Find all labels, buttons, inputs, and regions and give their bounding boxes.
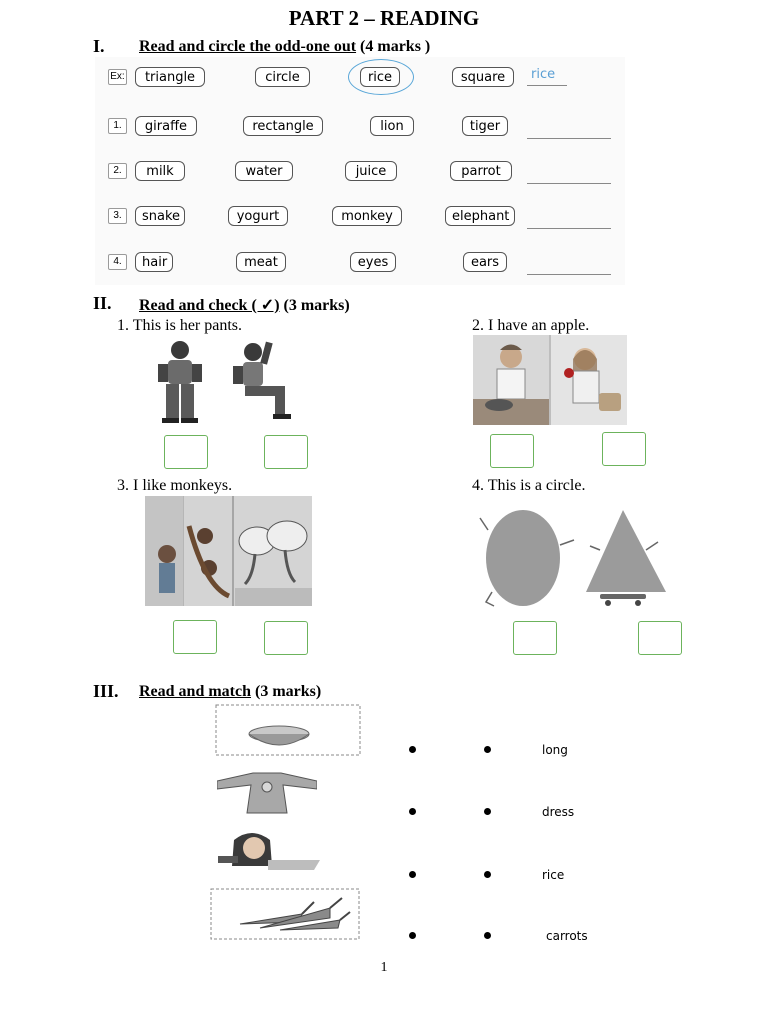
- check-box-1b[interactable]: [264, 435, 308, 469]
- section-3-title: Read and match: [139, 683, 252, 700]
- section-2-marks: (3 marks): [283, 297, 350, 314]
- odd-one-out-panel: [95, 57, 625, 285]
- question-2-text: 2. I have an apple.: [472, 317, 590, 334]
- word-chip[interactable]: rectangle: [243, 116, 323, 136]
- word-chip[interactable]: square: [452, 67, 514, 87]
- carrots-picture: [210, 888, 360, 940]
- word-chip[interactable]: meat: [236, 252, 286, 272]
- answer-line[interactable]: [527, 138, 611, 139]
- section-1-number: I.: [93, 36, 105, 56]
- word-chip[interactable]: triangle: [135, 67, 205, 87]
- example-answer: rice: [531, 67, 556, 82]
- word-chip[interactable]: eyes: [350, 252, 396, 272]
- section-2-heading: [139, 295, 350, 315]
- section-2-title: Read and check ( ✓): [139, 297, 280, 314]
- section-3-marks: (3 marks): [255, 683, 322, 700]
- match-dot-right-1[interactable]: [484, 746, 491, 753]
- section-3-heading: [139, 683, 321, 701]
- section-1-heading: [139, 38, 430, 56]
- check-box-3b[interactable]: [264, 621, 308, 655]
- word-chip[interactable]: monkey: [332, 206, 402, 226]
- word-chip[interactable]: milk: [135, 161, 185, 181]
- match-word-dress: dress: [542, 805, 575, 819]
- boy-and-girl-apple-picture: [473, 335, 627, 425]
- answer-line[interactable]: [527, 183, 611, 184]
- section-1-title: Read and circle the odd-one out: [139, 38, 357, 55]
- page-title: PART 2 – READING: [288, 6, 480, 30]
- match-word-carrots: carrots: [546, 929, 588, 943]
- word-row-3: [95, 202, 625, 232]
- answer-line[interactable]: [527, 228, 611, 229]
- word-chip[interactable]: snake: [135, 206, 185, 226]
- match-dot-left-4[interactable]: [409, 932, 416, 939]
- check-box-3a[interactable]: [173, 620, 217, 654]
- question-3-text: 3. I like monkeys.: [117, 477, 233, 494]
- word-chip[interactable]: circle: [255, 67, 310, 87]
- row-tag: 3.: [108, 208, 127, 224]
- match-dot-right-3[interactable]: [484, 871, 491, 878]
- word-row-2: [95, 157, 625, 187]
- section-2-number: II.: [93, 293, 112, 313]
- word-chip[interactable]: hair: [135, 252, 173, 272]
- question-1-text: 1. This is her pants.: [117, 317, 243, 334]
- word-row-4: [95, 248, 625, 278]
- check-box-4b[interactable]: [638, 621, 682, 655]
- dress-picture: [217, 765, 317, 815]
- match-dot-left-3[interactable]: [409, 871, 416, 878]
- match-word-long: long: [542, 743, 568, 757]
- match-dot-right-2[interactable]: [484, 808, 491, 815]
- word-chip[interactable]: elephant: [445, 206, 515, 226]
- match-word-rice: rice: [542, 868, 565, 882]
- word-chip[interactable]: tiger: [462, 116, 508, 136]
- girl-long-hair-picture: [214, 830, 320, 878]
- check-box-2b[interactable]: [602, 432, 646, 466]
- match-dot-right-4[interactable]: [484, 932, 491, 939]
- word-chip[interactable]: water: [235, 161, 293, 181]
- section-3-number: III.: [93, 681, 119, 701]
- page-number: 1: [380, 960, 388, 975]
- monkeys-elephants-picture: [145, 496, 312, 606]
- circle-and-triangle-picture: [478, 510, 668, 610]
- check-box-2a[interactable]: [490, 434, 534, 468]
- boy-sitting-picture: [225, 338, 295, 424]
- word-chip[interactable]: lion: [370, 116, 414, 136]
- word-chip[interactable]: parrot: [450, 161, 512, 181]
- answer-line: [527, 85, 567, 86]
- match-dot-left-2[interactable]: [409, 808, 416, 815]
- answer-line[interactable]: [527, 274, 611, 275]
- row-tag: 2.: [108, 163, 127, 179]
- word-row-ex: [95, 63, 625, 93]
- section-1-marks: (4 marks ): [360, 38, 431, 55]
- row-tag: 1.: [108, 118, 127, 134]
- word-chip[interactable]: rice: [360, 67, 400, 87]
- word-chip[interactable]: ears: [463, 252, 507, 272]
- word-chip[interactable]: giraffe: [135, 116, 197, 136]
- word-chip[interactable]: yogurt: [228, 206, 288, 226]
- row-tag: Ex:: [108, 69, 127, 85]
- match-dot-left-1[interactable]: [409, 746, 416, 753]
- rice-bowl-picture: [215, 704, 361, 756]
- check-box-1a[interactable]: [164, 435, 208, 469]
- word-row-1: [95, 112, 625, 142]
- girl-in-pants-picture: [150, 338, 210, 424]
- word-chip[interactable]: juice: [345, 161, 397, 181]
- question-4-text: 4. This is a circle.: [472, 477, 586, 494]
- check-box-4a[interactable]: [513, 621, 557, 655]
- row-tag: 4.: [108, 254, 127, 270]
